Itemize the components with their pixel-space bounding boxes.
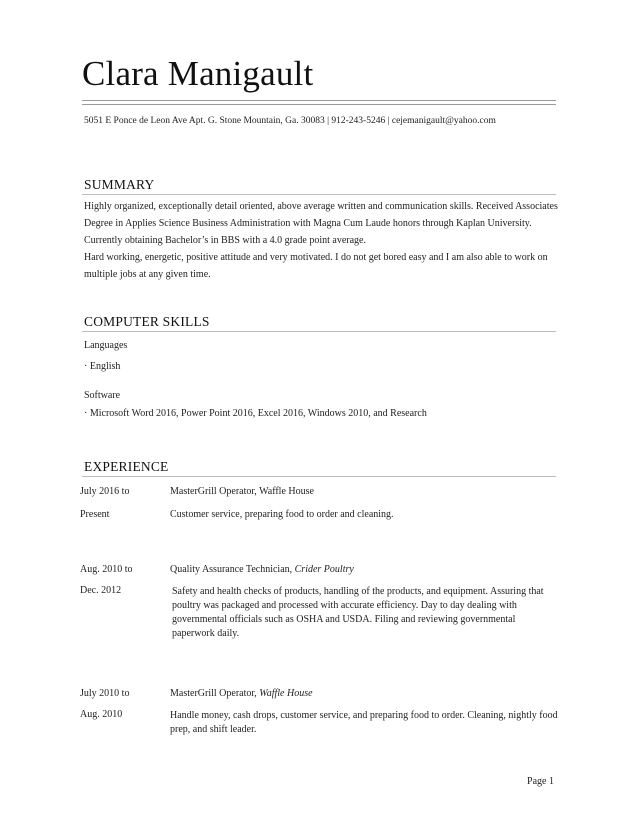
languages-item: · English: [84, 361, 121, 372]
job-3-description: Handle money, cash drops, customer service, and preparing food to order. Cleaning, nightly food prep, and shift leader.: [170, 710, 558, 735]
computer-skills-divider: [82, 331, 556, 332]
job-2-date-start: Aug. 2010 to: [80, 564, 133, 575]
header-divider: [82, 100, 556, 105]
summary-divider: [82, 194, 556, 195]
job-3-date-start: July 2010 to: [80, 688, 130, 699]
languages-label: Languages: [84, 340, 128, 351]
experience-heading: EXPERIENCE: [84, 459, 169, 474]
job-3-company: Waffle House: [259, 688, 313, 699]
job-2-title-main: Quality Assurance Technician,: [170, 564, 295, 575]
experience-divider: [82, 476, 556, 477]
software-label: Software: [84, 390, 121, 401]
computer-skills-heading: COMPUTER SKILLS: [84, 314, 210, 329]
job-1-date-end: Present: [80, 509, 110, 520]
summary-paragraph-1: Highly organized, exceptionally detail oriented, above average written and communication skills. Received Associates Degree in Applies Science Business Administration with Magna Cum Laude honors through Kaplan University. Currently obtaining Bachelor’s in BBS with a 4.0 grade point average.: [84, 201, 558, 246]
job-1-date-start: July 2016 to: [80, 486, 130, 497]
summary-heading: SUMMARY: [84, 177, 155, 192]
page-number: Page 1: [527, 776, 554, 787]
summary-paragraph-2: Hard working, energetic, positive attitude and very motivated. I do not get bored easy and I am also able to work on multiple jobs at any given time.: [84, 252, 548, 280]
job-2-description: Safety and health checks of products, handling of the products, and equipment. Assuring that poultry was packaged and processed with accurate efficiency. Day to day dealing with governmental officials such as OSHA and USDA. Filing and reviewing governmental paperwork daily.: [172, 586, 544, 639]
job-2-company: Crider Poultry: [294, 564, 354, 575]
job-1-title: MasterGrill Operator, Waffle House: [170, 486, 314, 497]
software-item: · Microsoft Word 2016, Power Point 2016, Excel 2016, Windows 2010, and Research: [84, 408, 427, 419]
resume-name: Clara Manigault: [82, 54, 314, 93]
job-3-title: [170, 688, 313, 699]
job-2-date-end: Dec. 2012: [80, 585, 122, 596]
job-2-title: [170, 564, 354, 575]
contact-info: 5051 E Ponce de Leon Ave Apt. G. Stone Mountain, Ga. 30083 | 912-243-5246 | cejemanigault@yahoo.com: [84, 116, 496, 126]
job-3-date-end: Aug. 2010: [80, 709, 123, 720]
job-3-title-main: MasterGrill Operator,: [170, 688, 260, 699]
job-1-description: Customer service, preparing food to order and cleaning.: [170, 509, 394, 520]
